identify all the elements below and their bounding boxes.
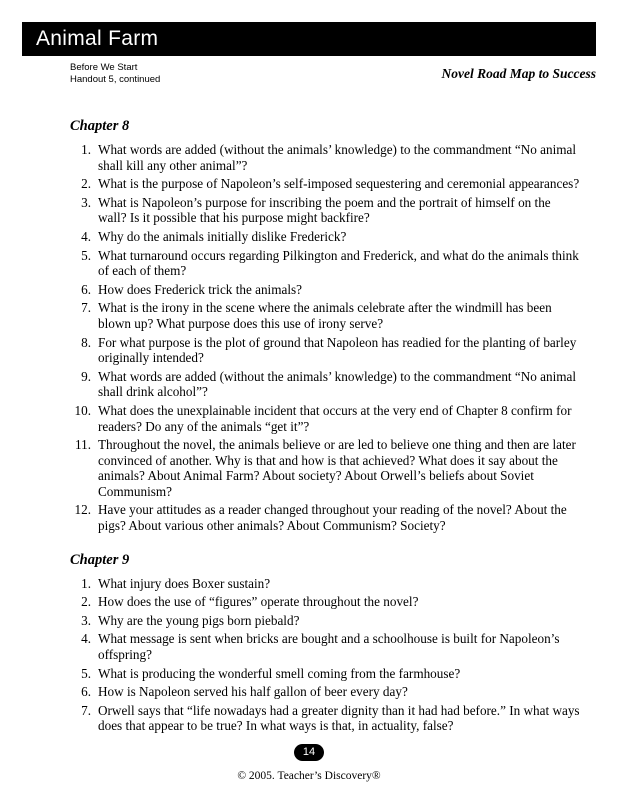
chapter-heading-9: Chapter 9 xyxy=(70,551,130,568)
copyright-notice: © 2005. Teacher’s Discovery® xyxy=(237,770,381,782)
list-item-number: 10. xyxy=(74,402,91,418)
list-item xyxy=(70,248,580,279)
document-content xyxy=(70,118,580,737)
list-item xyxy=(70,335,580,366)
list-item-number: 4. xyxy=(81,228,91,244)
page-number-badge: 14 xyxy=(294,744,324,761)
list-item-text: What is Napoleon’s purpose for inscribing the poem and the portrait of himself on the wall? Is it possible that his purpose might backfire? xyxy=(98,194,551,226)
list-item xyxy=(70,684,580,700)
list-item-number: 5. xyxy=(81,247,91,263)
list-item-number: 2. xyxy=(81,176,91,192)
list-item-number: 5. xyxy=(81,665,91,681)
list-item-text: What is the irony in the scene where the animals celebrate after the windmill has been blown up? What purpose does this use of irony serve? xyxy=(98,300,552,331)
list-item-text: Orwell says that “life nowadays had a greater dignity than it had had before.” In what ways does that appear to be true? In what ways is that, in actuality, false? xyxy=(98,702,580,734)
list-item-number: 3. xyxy=(81,194,91,210)
list-item-text: What words are added (without the animals’ knowledge) to the commandment “No animal shall kill any other animal”? xyxy=(98,142,577,173)
list-item-number: 7. xyxy=(81,702,91,718)
list-item-text: How is Napoleon served his half gallon of beer every day? xyxy=(98,684,408,700)
list-item xyxy=(70,594,580,610)
list-item-text: Why are the young pigs born piebald? xyxy=(98,612,300,628)
question-list-chapter-9 xyxy=(70,576,580,734)
list-item-number: 7. xyxy=(81,300,91,316)
list-item-text: What is the purpose of Napoleon’s self-imposed sequestering and ceremonial appearances? xyxy=(98,176,580,192)
list-item xyxy=(70,369,580,400)
page-footer xyxy=(0,744,618,782)
list-item-number: 6. xyxy=(81,684,91,700)
list-item-text: For what purpose is the plot of ground that Napoleon has readied for the planting of barley originally intended? xyxy=(98,334,577,366)
title-banner xyxy=(22,22,596,56)
list-item xyxy=(70,195,580,226)
list-item xyxy=(70,666,580,682)
list-item-text: How does Frederick trick the animals? xyxy=(98,281,302,297)
sub-header xyxy=(70,62,596,86)
page-title: Animal Farm xyxy=(36,27,159,50)
list-item-number: 6. xyxy=(81,281,91,297)
handout-number: Handout 5, continued xyxy=(70,74,161,85)
list-item-text: What words are added (without the animals’ knowledge) to the commandment “No animal shall drink alcohol”? xyxy=(98,368,577,400)
list-item-number: 11. xyxy=(75,437,91,453)
list-item xyxy=(70,176,580,192)
list-item-number: 1. xyxy=(81,142,91,157)
list-item-text: What turnaround occurs regarding Pilkington and Frederick, and what do the animals think of each of them? xyxy=(98,247,579,279)
list-item-text: What does the unexplainable incident that occurs at the very end of Chapter 8 confirm for readers? Do any of the animals “get it”? xyxy=(98,402,572,434)
list-item xyxy=(70,403,580,434)
series-title: Novel Road Map to Success xyxy=(441,66,596,81)
list-item-number: 4. xyxy=(81,631,91,647)
list-item xyxy=(70,142,580,173)
list-item xyxy=(70,229,580,245)
list-item-number: 8. xyxy=(81,334,91,350)
list-item xyxy=(70,703,580,734)
list-item-text: Throughout the novel, the animals believe or are led to believe one thing and then are later convinced of another. Why is that and how is that achieved? What does it say about the animals? About Animal Farm? About society? About Orwell’s beliefs about Soviet Communism? xyxy=(98,437,576,499)
list-item xyxy=(70,613,580,629)
handout-section: Before We Start xyxy=(70,62,138,73)
list-item-text: What message is sent when bricks are bought and a schoolhouse is built for Napoleon’s offspring? xyxy=(98,631,560,663)
question-list-chapter-8 xyxy=(70,142,580,534)
list-item-text: Have your attitudes as a reader changed throughout your reading of the novel? About the pigs? About various other animals? About Communism? Society? xyxy=(98,502,567,534)
list-item xyxy=(70,631,580,662)
list-item xyxy=(70,437,580,499)
list-item-number: 1. xyxy=(81,575,91,591)
list-item xyxy=(70,300,580,331)
list-item xyxy=(70,576,580,592)
list-item-number: 3. xyxy=(81,612,91,628)
list-item-text: Why do the animals initially dislike Frederick? xyxy=(98,228,347,244)
handout-label xyxy=(70,62,160,86)
list-item-text: What is producing the wonderful smell coming from the farmhouse? xyxy=(98,665,461,681)
list-item-number: 9. xyxy=(81,368,91,384)
list-item-number: 2. xyxy=(81,594,91,610)
list-item-text: How does the use of “figures” operate throughout the novel? xyxy=(98,594,419,610)
list-item-text: What injury does Boxer sustain? xyxy=(98,575,271,591)
list-item xyxy=(70,282,580,298)
list-item xyxy=(70,502,580,533)
chapter-heading-8: Chapter 8 xyxy=(70,118,130,134)
list-item-number: 12. xyxy=(74,502,91,518)
